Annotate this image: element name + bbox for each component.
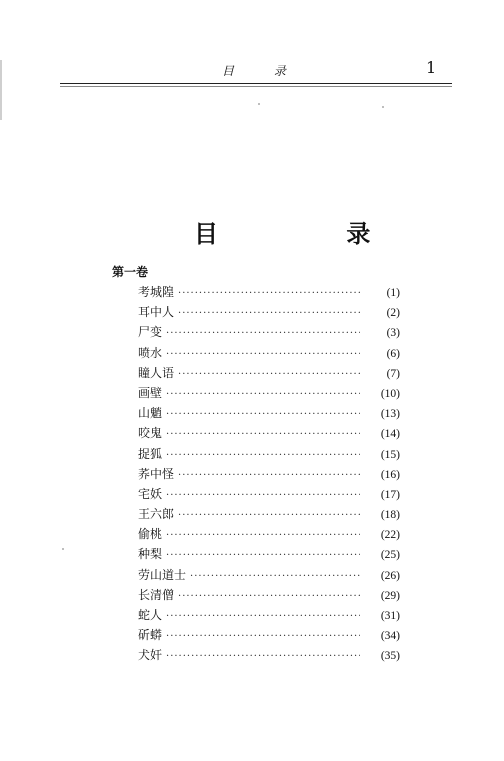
toc-entry[interactable] [138, 423, 400, 443]
toc-entry-title: 种梨 [138, 547, 163, 562]
toc-entry-title: 宅妖 [138, 486, 163, 501]
toc-entry-title: 王六郎 [138, 507, 175, 522]
toc-entry-title: 瞳人语 [138, 365, 175, 380]
dot-leader [166, 345, 360, 365]
toc-entry[interactable] [138, 524, 400, 544]
toc-entry[interactable] [138, 302, 400, 322]
dot-leader [166, 647, 360, 667]
toc-entry-title: 劳山道士 [138, 567, 187, 582]
table-of-contents [138, 282, 400, 666]
toc-entry-page: (26) [380, 569, 400, 582]
dot-leader [178, 506, 360, 526]
toc-entry-title: 耳中人 [138, 305, 175, 320]
toc-entry-page: (22) [380, 529, 400, 542]
toc-entry-page: (1) [386, 287, 400, 299]
toc-entry-title: 画壁 [138, 385, 163, 400]
dot-leader [166, 546, 360, 566]
toc-entry-page: (25) [380, 549, 400, 562]
toc-entry[interactable] [138, 363, 400, 383]
toc-entry[interactable] [138, 625, 400, 645]
toc-entry-title: 喷水 [138, 345, 163, 360]
toc-entry-title: 尸变 [138, 325, 163, 340]
toc-entry[interactable] [138, 544, 400, 564]
dot-leader [178, 284, 360, 304]
toc-entry-page: (16) [380, 468, 400, 481]
page-title: 目 录 [194, 219, 431, 248]
toc-entry-page: (2) [386, 307, 400, 320]
toc-entry-page: (6) [386, 347, 400, 360]
dot-leader [166, 627, 360, 647]
toc-entry-page: (10) [380, 387, 400, 400]
toc-entry-title: 长清僧 [138, 587, 175, 602]
toc-entry[interactable] [138, 343, 400, 363]
toc-entry-page: (14) [380, 428, 400, 441]
dot-leader [166, 486, 360, 506]
dot-leader [166, 607, 360, 627]
toc-entry[interactable] [138, 585, 400, 605]
toc-entry[interactable] [138, 464, 400, 484]
toc-entry-page: (15) [380, 448, 400, 461]
toc-entry-page: (3) [386, 327, 400, 340]
toc-entry-page: (31) [380, 610, 400, 622]
toc-entry[interactable] [138, 322, 400, 342]
toc-entry[interactable] [138, 282, 400, 302]
dot-leader [166, 425, 360, 445]
toc-entry-title: 蛇人 [138, 608, 163, 622]
toc-entry-title: 荞中怪 [138, 466, 175, 481]
toc-entry-page: (13) [380, 408, 400, 421]
toc-entry-title: 咬鬼 [138, 426, 163, 441]
dot-leader [190, 567, 360, 587]
section-heading: 第一卷 [112, 265, 149, 279]
page-edge-shadow [0, 60, 2, 120]
toc-entry[interactable] [138, 565, 400, 585]
print-speck [382, 106, 384, 108]
toc-entry[interactable] [138, 645, 400, 665]
toc-entry[interactable] [138, 403, 400, 423]
toc-entry[interactable] [138, 605, 400, 625]
toc-entry-title: 考城隍 [138, 285, 175, 299]
toc-entry-page: (29) [380, 589, 400, 602]
header-rule-secondary [60, 86, 452, 87]
dot-leader [178, 587, 360, 607]
toc-entry-title: 犬奸 [138, 648, 163, 663]
toc-entry-page: (7) [386, 367, 400, 380]
toc-entry-title: 斫蟒 [138, 628, 163, 643]
toc-entry-page: (17) [380, 488, 400, 501]
dot-leader [166, 526, 360, 546]
dot-leader [178, 304, 360, 324]
toc-entry-page: (34) [380, 630, 400, 643]
dot-leader [166, 324, 360, 344]
toc-entry[interactable] [138, 484, 400, 504]
header-rule [60, 83, 452, 84]
running-header-title: 目 录 [222, 64, 304, 78]
toc-entry-page: (35) [380, 650, 400, 663]
dot-leader [166, 446, 360, 466]
dot-leader [166, 405, 360, 425]
toc-entry-title: 捉狐 [138, 446, 163, 461]
toc-entry-title: 山魈 [138, 406, 163, 421]
toc-entry[interactable] [138, 504, 400, 524]
dot-leader [178, 365, 360, 385]
print-speck [258, 103, 260, 105]
toc-entry[interactable] [138, 383, 400, 403]
page-number: 1 [426, 58, 437, 77]
toc-entry[interactable] [138, 444, 400, 464]
dot-leader [178, 466, 360, 486]
dot-leader [166, 385, 360, 405]
print-speck [62, 548, 64, 550]
toc-entry-title: 偷桃 [138, 527, 163, 542]
toc-entry-page: (18) [380, 509, 400, 522]
